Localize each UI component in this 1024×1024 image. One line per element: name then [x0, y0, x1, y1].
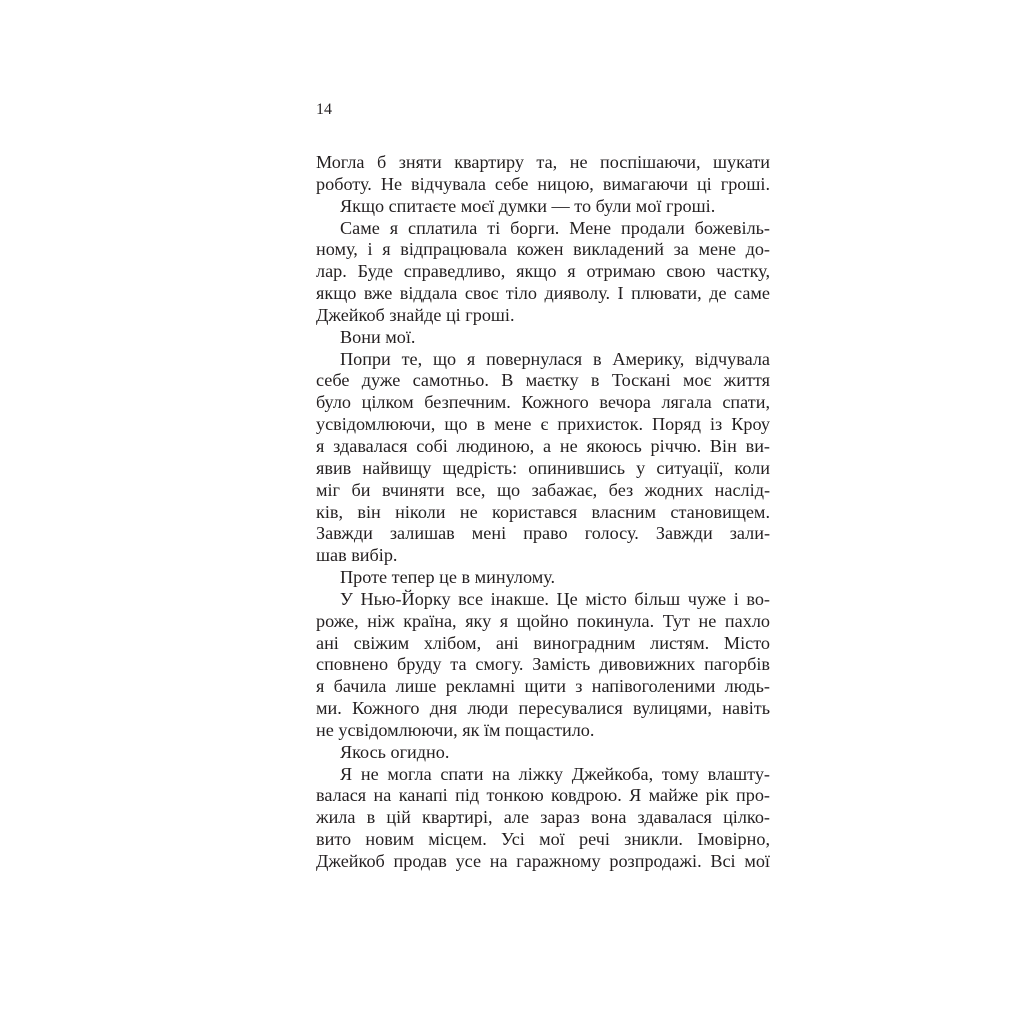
- text-line: Попри те, що я повернулася в Америку, відчувала: [340, 348, 770, 369]
- text-line: усвідомлюючи, що в мене є прихисток. Поряд із Кроу: [316, 414, 770, 435]
- text-line: роже, ніж країна, яку я щойно покинула. Тут не пахло: [316, 610, 770, 631]
- text-line: ків, він ніколи не користався власним становищем.: [316, 501, 770, 522]
- text-line: ми. Кожного дня люди пересувалися вулицями, навіть: [316, 698, 770, 719]
- text-line: себе дуже самотньо. В маєтку в Тоскані моє життя: [316, 370, 770, 391]
- text-line: Саме я сплатила ті борги. Мене продали божевіль-: [340, 217, 770, 238]
- text-line: вито новим місцем. Усі мої речі зникли. Імовірно,: [316, 829, 770, 850]
- text-line: Якщо спитаєте моєї думки — то були мої гроші.: [340, 195, 716, 216]
- text-line: Вони мої.: [340, 326, 416, 347]
- text-line: я здавалася собі людиною, а не якоюсь річчю. Він ви-: [316, 435, 770, 456]
- text-line: У Нью-Йорку все інакше. Це місто більш чуже і во-: [340, 588, 770, 609]
- text-line: валася на канапі під тонкою ковдрою. Я майже рік про-: [316, 785, 770, 806]
- page-number: 14: [316, 101, 332, 118]
- text-line: Джейкоб знайде ці гроші.: [316, 304, 515, 325]
- text-line: роботу. Не відчувала себе ницою, вимагаючи ці гроші.: [316, 173, 770, 194]
- text-line: лар. Буде справедливо, якщо я отримаю свою частку,: [316, 261, 770, 282]
- text-line: явив найвищу щедрість: опинившись у ситуації, коли: [316, 457, 770, 478]
- text-line: Я не могла спати на ліжку Джейкоба, тому влашту-: [340, 763, 770, 784]
- text-line: ані свіжим хлібом, ані виноградним листям. Місто: [316, 632, 770, 653]
- text-line: Якось огидно.: [340, 741, 450, 762]
- text-line: я бачила лише рекламні щити з напівоголеними людь-: [316, 676, 770, 697]
- text-line: Могла б зняти квартиру та, не поспішаючи, шукати: [316, 152, 770, 172]
- text-line: було цілком безпечним. Кожного вечора лягала спати,: [316, 392, 770, 413]
- text-line: міг би вчиняти все, що забажає, без жодних наслід-: [316, 479, 770, 500]
- text-line: Проте тепер це в минулому.: [340, 567, 556, 588]
- text-line: жила в цій квартирі, але зараз вона здавалася цілко-: [316, 807, 770, 828]
- text-line: сповнено бруду та смогу. Замість дивовижних пагорбів: [316, 654, 770, 675]
- text-line: якщо вже віддала своє тіло дияволу. І плювати, де саме: [316, 283, 770, 304]
- text-line: Джейкоб продав усе на гаражному розпродажі. Всі мої: [316, 851, 770, 871]
- text-line: Завжди залишав мені право голосу. Завжди зали-: [316, 523, 770, 544]
- text-line: шав вибір.: [316, 545, 398, 566]
- text-line: не усвідомлюючи, як їм пощастило.: [316, 719, 595, 740]
- text-line: ному, і я відпрацювала кожен викладений за мене до-: [316, 239, 770, 260]
- body-text: [316, 152, 770, 873]
